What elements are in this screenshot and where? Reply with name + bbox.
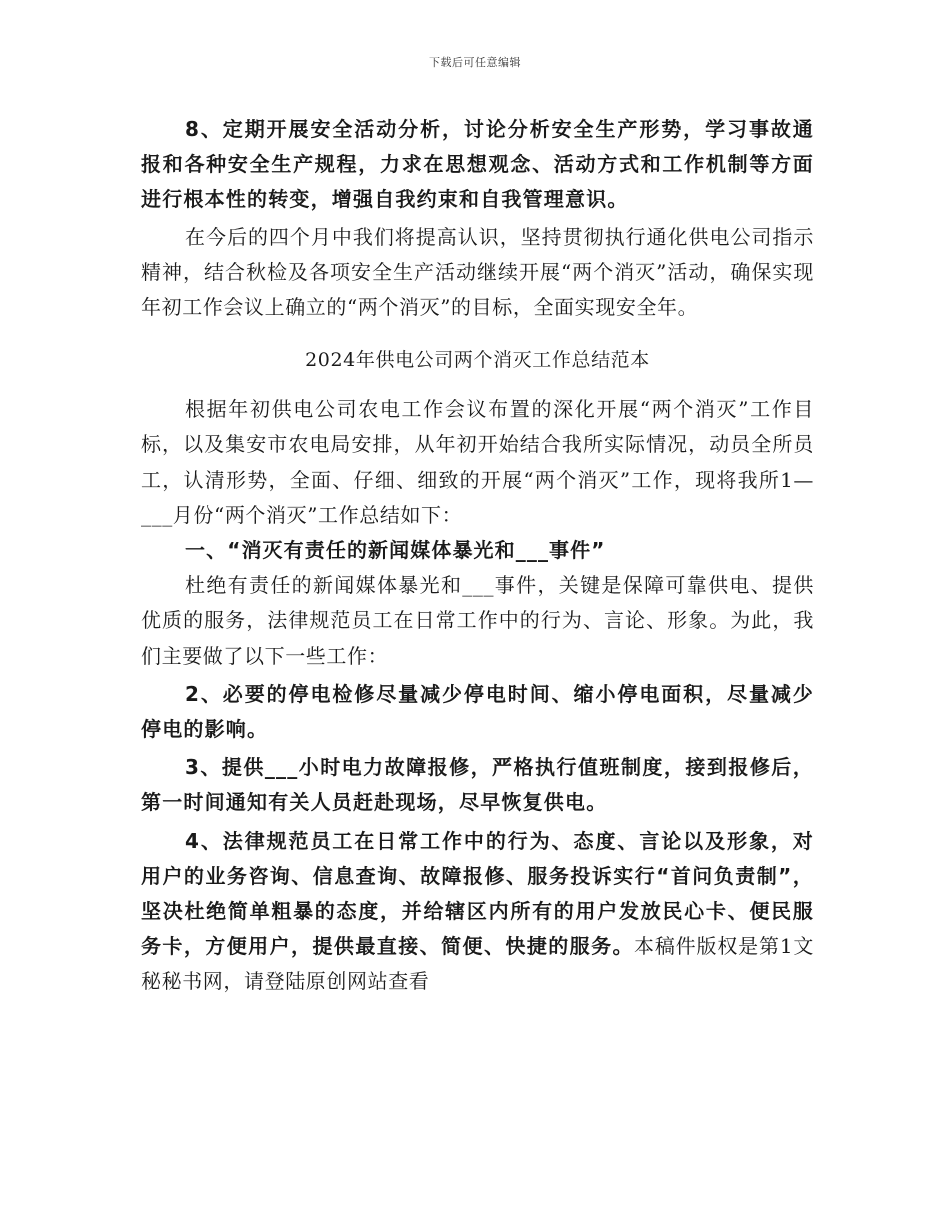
paragraph-section-1-body: 杜绝有责任的新闻媒体暴光和___事件，关键是保障可靠供电、提供优质的服务，法律规范员工在日常工作中的行为、言论、形象。为此，我们主要做了以下一些工作：: [141, 573, 814, 668]
document-body: [141, 112, 814, 1000]
section-heading-1: 一、“消灭有责任的新闻媒体暴光和___事件”: [185, 538, 606, 563]
paragraph-item-8: 8、定期开展安全活动分析，讨论分析安全生产形势，学习事故通报和各种安全生产规程，力求在思想观念、活动方式和工作机制等方面进行根本性的转变，增强自我约束和自我管理意识。: [141, 117, 814, 212]
paragraph-item-3: 3、提供___小时电力故障报修，严格执行值班制度，接到报修后，第一时间通知有关人员赶赴现场，尽早恢复供电。: [141, 755, 814, 815]
page-header-note: 下载后可任意编辑: [429, 56, 521, 69]
paragraph-intro: 根据年初供电公司农电工作会议布置的深化开展“两个消灭”工作目标，以及集安市农电局安排，从年初开始结合我所实际情况，动员全所员工，认清形势，全面、仔细、细致的开展“两个消灭”工作，现将我所1—___月份“两个消灭”工作总结如下：: [141, 397, 814, 527]
paragraph-item-4-copyright-text: 本稿件版权是第1文秘秘书网，请登陆原创网站查看: [141, 934, 814, 994]
paragraph-item-4-bold-text: 4、法律规范员工在日常工作中的行为、态度、言论以及形象，对用户的业务咨询、信息查询、故障报修、服务投诉实行“首问负责制”，坚决杜绝简单粗暴的态度，并给辖区内所有的用户发放民心卡、便民服务卡，方便用户，提供最直接、简便、快捷的服务。: [141, 828, 814, 959]
paragraph-item-2: 2、必要的停电检修尽量减少停电时间、缩小停电面积，尽量减少停电的影响。: [141, 681, 814, 742]
document-title: 2024年供电公司两个消灭工作总结范本: [305, 349, 650, 372]
paragraph-future-plan: 在今后的四个月中我们将提高认识，坚持贯彻执行通化供电公司指示精神，结合秋检及各项安全生产活动继续开展“两个消灭”活动，确保实现年初工作会议上确立的“两个消灭”的目标，全面实现安全年。: [141, 224, 814, 320]
paragraph-item-4: [141, 824, 814, 1000]
